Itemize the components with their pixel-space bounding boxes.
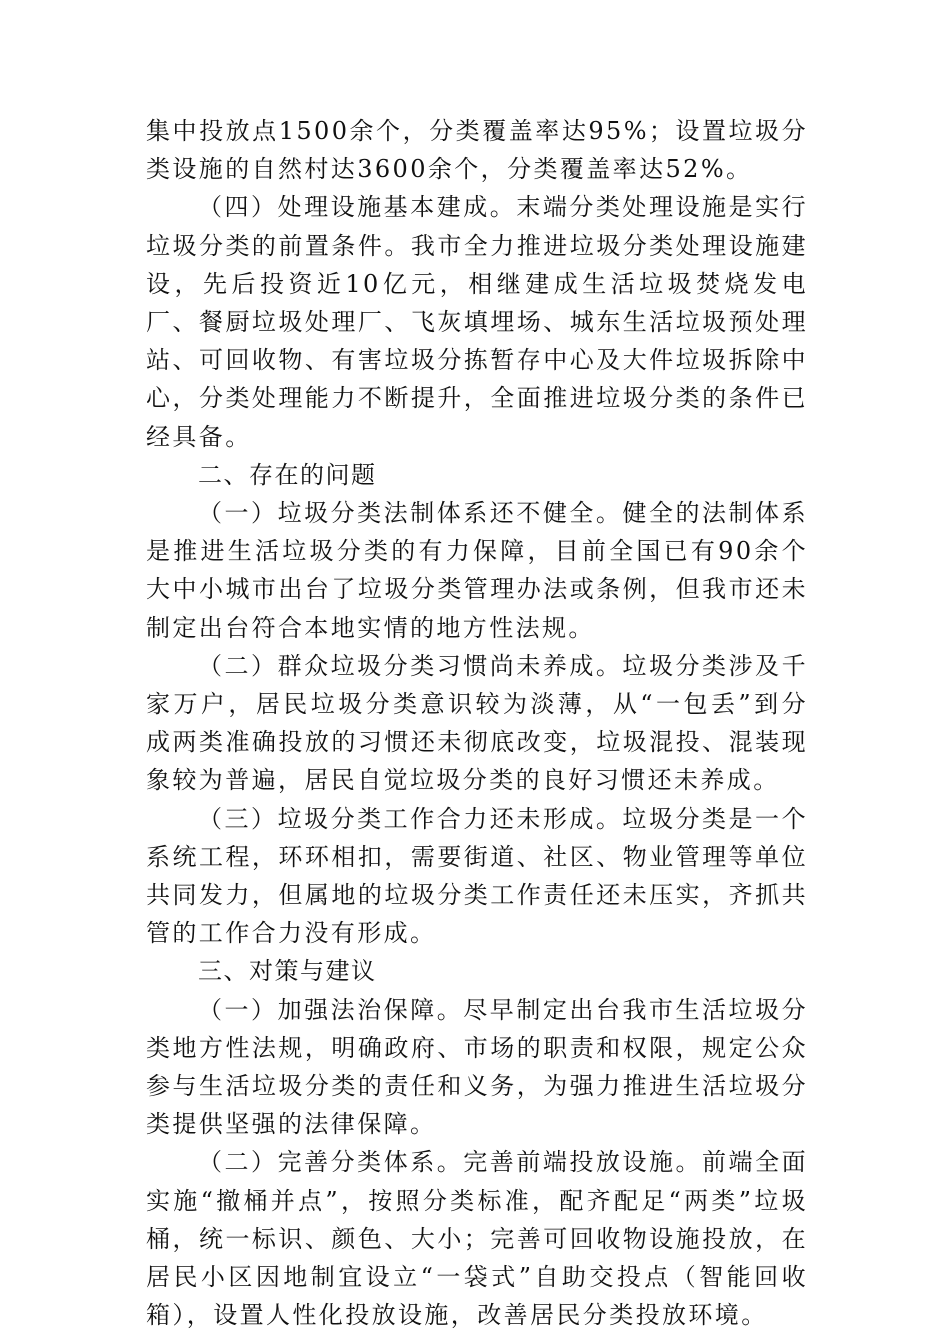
paragraph-collection-points: 集中投放点1500余个，分类覆盖率达95%；设置垃圾分类设施的自然村达3600余个，分类覆盖率达52%。: [146, 117, 808, 184]
paragraph-facilities: [146, 188, 808, 455]
paragraph-joint-effort: [146, 800, 808, 953]
paragraph-classification-system-body: 完善前端投放设施。前端全面实施“撤桶并点”，按照分类标准，配齐配足“两类”垃圾桶，统一标识、颜色、大小；完善可回收物设施投放，在居民小区因地制宜设立“一袋式”自助交投点（智能回收箱），设置人性化投放设施，改善居民分类投放环境。: [146, 1148, 809, 1330]
paragraph-rule-of-law-body: 尽早制定出台我市生活垃圾分类地方性法规，明确政府、市场的职责和权限，规定公众参与生活垃圾分类的责任和义务，为强力推进生活垃圾分类提供坚强的法律保障。: [146, 995, 809, 1139]
paragraph-legal-system-body: 健全的法制体系是推进生活垃圾分类的有力保障，目前全国已有90余个大中小城市出台了垃圾分类管理办法或条例，但我市还未制定出台符合本地实情的地方性法规。: [146, 499, 808, 642]
section-heading-problems: 二、存在的问题: [198, 460, 377, 489]
document-page: [146, 112, 808, 1335]
paragraph-rule-of-law: [146, 991, 808, 1144]
subheading-habits: （二）群众垃圾分类习惯尚未养成。: [198, 651, 623, 680]
subheading-classification-system: （二）完善分类体系。: [198, 1148, 464, 1177]
subheading-rule-of-law: （一）加强法治保障。: [198, 995, 464, 1024]
subheading-legal-system: （一）垃圾分类法制体系还不健全。: [198, 499, 623, 528]
paragraph-habits-body: 垃圾分类涉及千家万户，居民垃圾分类意识较为淡薄，从“一包丢”到分成两类准确投放的习惯还未彻底改变，垃圾混投、混装现象较为普遍，居民自觉垃圾分类的良好习惯还未养成。: [146, 651, 808, 795]
subheading-facilities: （四）处理设施基本建成。: [198, 193, 517, 222]
paragraph-joint-effort-body: 垃圾分类是一个系统工程，环环相扣，需要街道、社区、物业管理等单位共同发力，但属地的垃圾分类工作责任还未压实，齐抓共管的工作合力没有形成。: [146, 804, 808, 948]
paragraph-classification-system: [146, 1143, 808, 1334]
paragraph-legal-system: [146, 494, 808, 647]
paragraph-habits: [146, 647, 808, 800]
section-heading-suggestions: 三、对策与建议: [198, 957, 377, 986]
paragraph-facilities-body: 末端分类处理设施是实行垃圾分类的前置条件。我市全力推进垃圾分类处理设施建设，先后投资近10亿元，相继建成生活垃圾焚烧发电厂、餐厨垃圾处理厂、飞灰填埋场、城东生活垃圾预处理站、可回收物、有害垃圾分拣暂存中心及大件垃圾拆除中心，分类处理能力不断提升，全面推进垃圾分类的条件已经具备。: [146, 193, 808, 451]
subheading-joint-effort: （三）垃圾分类工作合力还未形成。: [198, 804, 623, 833]
